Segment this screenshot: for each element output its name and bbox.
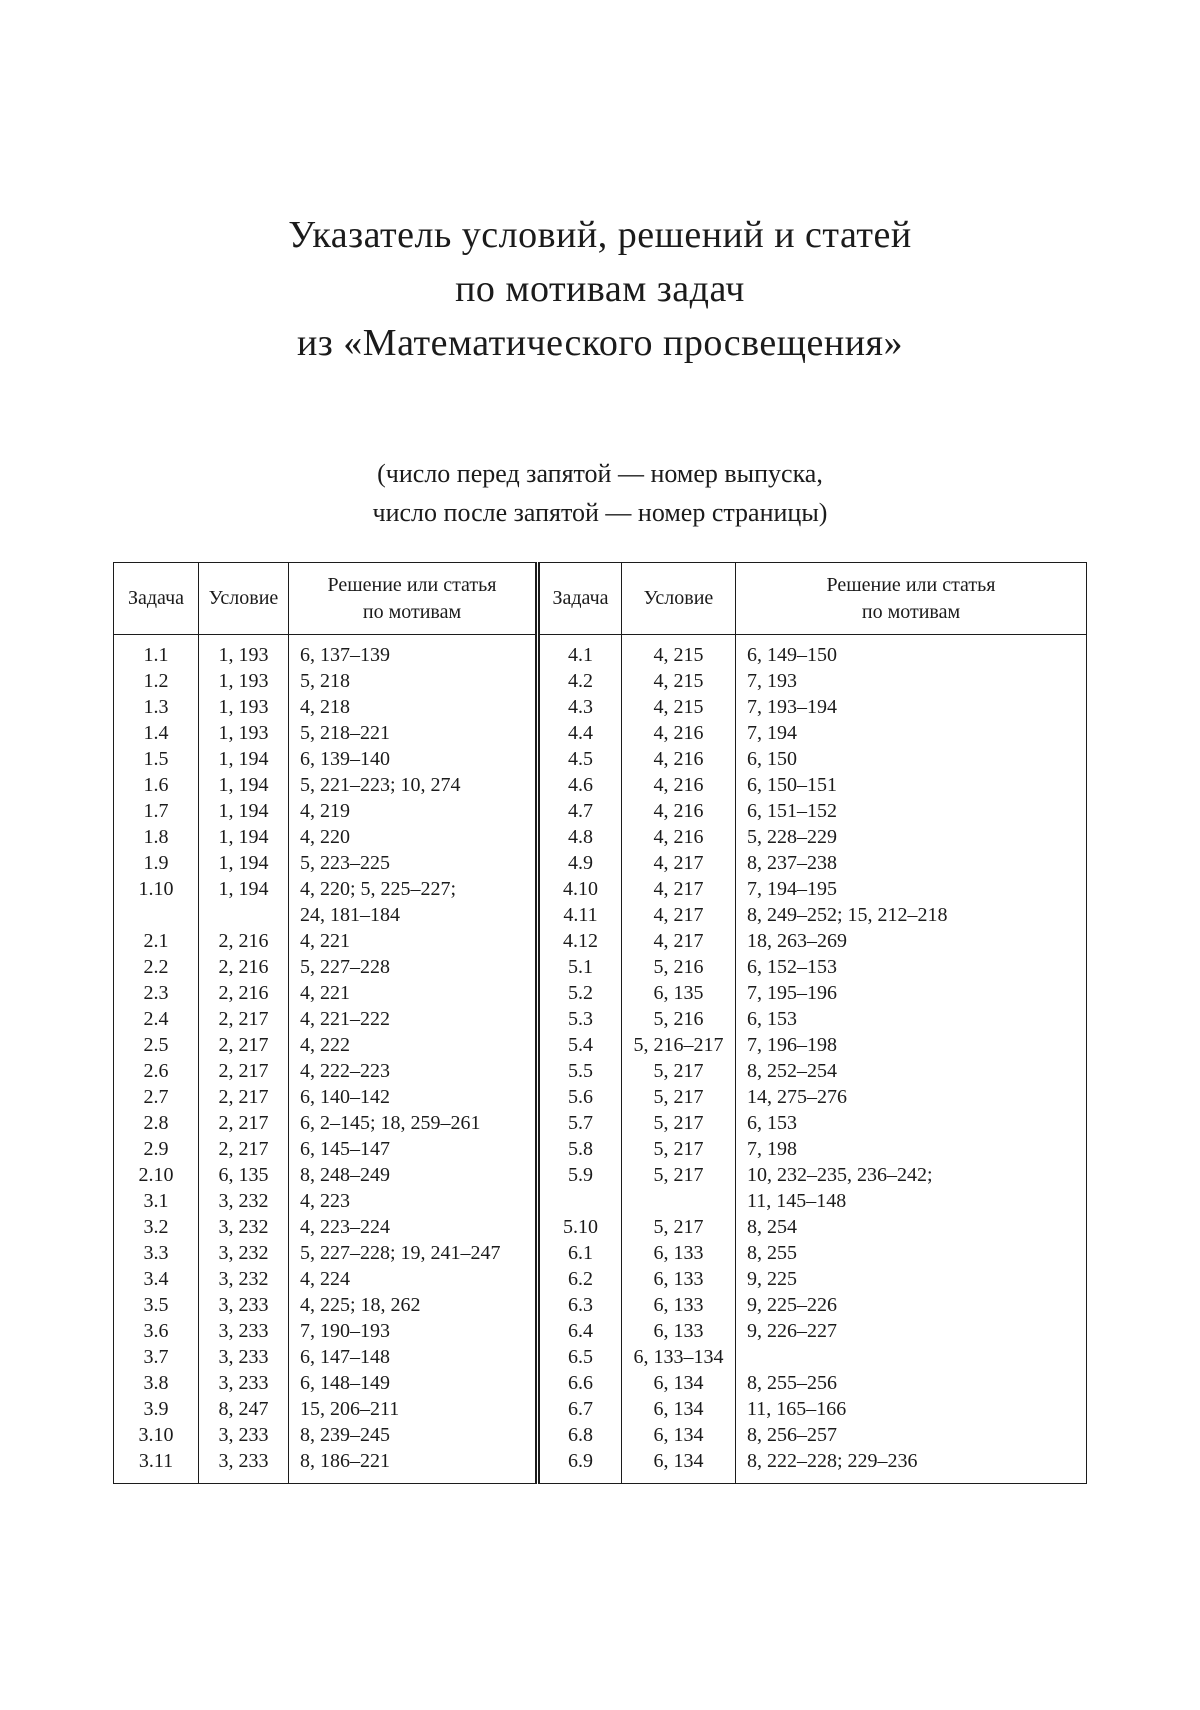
- solution-cell: [736, 1344, 1087, 1370]
- condition-cell: 6, 133: [622, 1266, 736, 1292]
- index-table: [113, 562, 1087, 1484]
- condition-cell: 4, 215: [622, 635, 736, 669]
- condition-cell: 3, 233: [199, 1292, 289, 1318]
- task-cell: 2.6: [143, 1060, 169, 1082]
- task-cell: 1.6: [143, 774, 169, 796]
- table-row: [114, 1058, 1087, 1084]
- task-cell: 5.7: [538, 1110, 622, 1136]
- condition-cell: 1, 194: [199, 772, 289, 798]
- solution-cell: 7, 195–196: [736, 980, 1087, 1006]
- condition-cell: 2, 217: [199, 1084, 289, 1110]
- solution-cell: 11, 165–166: [736, 1396, 1087, 1422]
- solution-cell: 4, 225; 18, 262: [289, 1292, 538, 1318]
- condition-cell: 6, 134: [622, 1370, 736, 1396]
- table-row: [114, 1110, 1087, 1136]
- condition-cell: 5, 216–217: [622, 1032, 736, 1058]
- task-cell: 2.1: [143, 930, 169, 952]
- solution-cell: 6, 153: [736, 1006, 1087, 1032]
- condition-cell: 6, 133: [622, 1318, 736, 1344]
- task-cell: [538, 1188, 622, 1214]
- solution-cell: 4, 220: [289, 824, 538, 850]
- condition-cell: 2, 217: [199, 1058, 289, 1084]
- condition-cell: 5, 217: [622, 1136, 736, 1162]
- task-cell: 1.1: [143, 644, 169, 666]
- table-row: [114, 876, 1087, 902]
- condition-cell: 4, 216: [622, 720, 736, 746]
- solution-cell: 7, 198: [736, 1136, 1087, 1162]
- task-cell: 6.4: [538, 1318, 622, 1344]
- solution-cell: 4, 221: [289, 928, 538, 954]
- solution-cell: 6, 151–152: [736, 798, 1087, 824]
- task-cell: 2.5: [143, 1034, 169, 1056]
- condition-cell: 1, 194: [199, 798, 289, 824]
- solution-cell: 10, 232–235, 236–242;: [736, 1162, 1087, 1188]
- table-row: [114, 635, 1087, 669]
- table-row: [114, 1448, 1087, 1484]
- condition-cell: 1, 193: [199, 635, 289, 669]
- condition-cell: 1, 194: [199, 746, 289, 772]
- solution-cell: 7, 194–195: [736, 876, 1087, 902]
- task-cell: 5.8: [538, 1136, 622, 1162]
- solution-cell: 5, 228–229: [736, 824, 1087, 850]
- table-header-row: [114, 563, 1087, 635]
- table-row: [114, 824, 1087, 850]
- header-solution-line1: Решение или статья: [826, 573, 996, 596]
- condition-cell: 3, 233: [199, 1422, 289, 1448]
- subtitle-line: число после запятой — номер страницы): [372, 498, 828, 527]
- task-cell: 4.9: [538, 850, 622, 876]
- condition-cell: 6, 134: [622, 1396, 736, 1422]
- solution-cell: 5, 227–228: [289, 954, 538, 980]
- condition-cell: 3, 232: [199, 1240, 289, 1266]
- header-solution-left: [289, 563, 538, 635]
- condition-cell: [199, 902, 289, 928]
- subtitle-line: (число перед запятой — номер выпуска,: [377, 459, 823, 488]
- table-row: [114, 1162, 1087, 1188]
- condition-cell: 6, 133–134: [622, 1344, 736, 1370]
- condition-cell: 3, 232: [199, 1214, 289, 1240]
- task-cell: 1.10: [138, 878, 174, 900]
- task-cell: 3.8: [143, 1372, 169, 1394]
- condition-cell: 6, 135: [622, 980, 736, 1006]
- task-cell: 5.5: [538, 1058, 622, 1084]
- table-row: [114, 1032, 1087, 1058]
- table-row: [114, 746, 1087, 772]
- task-cell: 5.1: [538, 954, 622, 980]
- table-row: [114, 1266, 1087, 1292]
- solution-cell: 6, 147–148: [289, 1344, 538, 1370]
- table-row: [114, 1188, 1087, 1214]
- solution-cell: 6, 150: [736, 746, 1087, 772]
- condition-cell: 5, 216: [622, 1006, 736, 1032]
- solution-cell: 8, 186–221: [289, 1448, 538, 1484]
- condition-cell: 1, 194: [199, 824, 289, 850]
- task-cell: 3.11: [138, 1450, 174, 1472]
- solution-cell: 6, 2–145; 18, 259–261: [289, 1110, 538, 1136]
- task-cell: 3.1: [143, 1190, 169, 1212]
- condition-cell: 4, 217: [622, 902, 736, 928]
- task-cell: 1.5: [143, 748, 169, 770]
- condition-cell: 1, 194: [199, 850, 289, 876]
- table-row: [114, 1214, 1087, 1240]
- solution-cell: 9, 225–226: [736, 1292, 1087, 1318]
- condition-cell: 4, 216: [622, 824, 736, 850]
- task-cell: 2.4: [143, 1008, 169, 1030]
- condition-cell: 4, 215: [622, 694, 736, 720]
- solution-cell: 8, 248–249: [289, 1162, 538, 1188]
- solution-cell: 7, 196–198: [736, 1032, 1087, 1058]
- index-table-body: [114, 635, 1087, 1484]
- table-row: [114, 902, 1087, 928]
- solution-cell: 4, 221: [289, 980, 538, 1006]
- solution-cell: 8, 255: [736, 1240, 1087, 1266]
- solution-cell: 6, 153: [736, 1110, 1087, 1136]
- task-cell: 1.7: [143, 800, 169, 822]
- solution-cell: 4, 218: [289, 694, 538, 720]
- condition-cell: 2, 216: [199, 954, 289, 980]
- table-row: [114, 1240, 1087, 1266]
- page-title-line: по мотивам задач: [455, 268, 745, 310]
- page-title-line: Указатель условий, решений и статей: [288, 214, 912, 256]
- task-cell: 6.7: [538, 1396, 622, 1422]
- task-cell: 4.8: [538, 824, 622, 850]
- task-cell: 4.7: [538, 798, 622, 824]
- task-cell: 2.8: [143, 1112, 169, 1134]
- task-cell: [114, 902, 199, 928]
- task-cell: 4.3: [538, 694, 622, 720]
- solution-cell: 4, 219: [289, 798, 538, 824]
- task-cell: 4.4: [538, 720, 622, 746]
- header-solution-line2: по мотивам: [861, 600, 961, 623]
- solution-cell: 6, 152–153: [736, 954, 1087, 980]
- task-cell: 1.9: [143, 852, 169, 874]
- solution-cell: 5, 223–225: [289, 850, 538, 876]
- solution-cell: 15, 206–211: [289, 1396, 538, 1422]
- task-cell: 5.10: [538, 1214, 622, 1240]
- solution-cell: 6, 150–151: [736, 772, 1087, 798]
- condition-cell: 5, 217: [622, 1058, 736, 1084]
- table-row: [114, 1084, 1087, 1110]
- condition-cell: 2, 216: [199, 928, 289, 954]
- task-cell: 3.7: [143, 1346, 169, 1368]
- solution-cell: 6, 149–150: [736, 635, 1087, 669]
- table-row: [114, 798, 1087, 824]
- solution-cell: 4, 224: [289, 1266, 538, 1292]
- table-row: [114, 1344, 1087, 1370]
- condition-cell: 8, 247: [199, 1396, 289, 1422]
- condition-cell: 4, 216: [622, 798, 736, 824]
- table-row: [114, 694, 1087, 720]
- solution-cell: 4, 223: [289, 1188, 538, 1214]
- solution-cell: 9, 225: [736, 1266, 1087, 1292]
- task-cell: 1.8: [143, 826, 169, 848]
- condition-cell: 2, 217: [199, 1032, 289, 1058]
- task-cell: 6.5: [538, 1344, 622, 1370]
- task-cell: 5.2: [538, 980, 622, 1006]
- task-cell: 3.6: [143, 1320, 169, 1342]
- solution-cell: 7, 193–194: [736, 694, 1087, 720]
- solution-cell: 8, 239–245: [289, 1422, 538, 1448]
- solution-cell: 7, 190–193: [289, 1318, 538, 1344]
- solution-cell: 8, 256–257: [736, 1422, 1087, 1448]
- solution-cell: 6, 145–147: [289, 1136, 538, 1162]
- condition-cell: 5, 217: [622, 1110, 736, 1136]
- solution-cell: 8, 255–256: [736, 1370, 1087, 1396]
- table-row: [114, 720, 1087, 746]
- condition-cell: 6, 135: [199, 1162, 289, 1188]
- condition-cell: 1, 193: [199, 694, 289, 720]
- table-row: [114, 772, 1087, 798]
- condition-cell: 4, 217: [622, 928, 736, 954]
- solution-cell: 7, 194: [736, 720, 1087, 746]
- task-cell: 1.2: [143, 670, 169, 692]
- solution-cell: 6, 148–149: [289, 1370, 538, 1396]
- task-cell: 6.8: [538, 1422, 622, 1448]
- header-task-left: Задача: [114, 563, 199, 635]
- solution-cell: 8, 254: [736, 1214, 1087, 1240]
- task-cell: 2.3: [143, 982, 169, 1004]
- condition-cell: 3, 233: [199, 1344, 289, 1370]
- condition-cell: 4, 217: [622, 876, 736, 902]
- solution-cell: 8, 252–254: [736, 1058, 1087, 1084]
- solution-cell: 8, 222–228; 229–236: [736, 1448, 1087, 1484]
- task-cell: 3.10: [138, 1424, 174, 1446]
- solution-cell: 8, 249–252; 15, 212–218: [736, 902, 1087, 928]
- table-row: [114, 1422, 1087, 1448]
- condition-cell: 1, 193: [199, 668, 289, 694]
- task-cell: 6.3: [538, 1292, 622, 1318]
- condition-cell: 2, 217: [199, 1110, 289, 1136]
- header-solution-line1: Решение или статья: [327, 573, 497, 596]
- condition-cell: 5, 216: [622, 954, 736, 980]
- task-cell: 6.9: [538, 1448, 622, 1484]
- task-cell: 3.4: [143, 1268, 169, 1290]
- solution-cell: 4, 222–223: [289, 1058, 538, 1084]
- task-cell: 5.4: [538, 1032, 622, 1058]
- task-cell: 4.2: [538, 668, 622, 694]
- condition-cell: 4, 216: [622, 746, 736, 772]
- task-cell: 3.3: [143, 1242, 169, 1264]
- condition-cell: 4, 217: [622, 850, 736, 876]
- solution-cell: 8, 237–238: [736, 850, 1087, 876]
- solution-cell: 18, 263–269: [736, 928, 1087, 954]
- solution-cell: 5, 218: [289, 668, 538, 694]
- task-cell: 1.3: [143, 696, 169, 718]
- task-cell: 6.1: [538, 1240, 622, 1266]
- task-cell: 2.9: [143, 1138, 169, 1160]
- task-cell: 5.6: [538, 1084, 622, 1110]
- table-row: [114, 668, 1087, 694]
- task-cell: 2.2: [143, 956, 169, 978]
- condition-cell: 5, 217: [622, 1162, 736, 1188]
- task-cell: 6.2: [538, 1266, 622, 1292]
- solution-cell: 14, 275–276: [736, 1084, 1087, 1110]
- table-row: [114, 1006, 1087, 1032]
- table-row: [114, 980, 1087, 1006]
- solution-cell: 4, 222: [289, 1032, 538, 1058]
- solution-cell: 9, 226–227: [736, 1318, 1087, 1344]
- solution-cell: 5, 221–223; 10, 274: [289, 772, 538, 798]
- task-cell: 1.4: [143, 722, 169, 744]
- task-cell: 4.12: [538, 928, 622, 954]
- condition-cell: 4, 215: [622, 668, 736, 694]
- header-condition-right: Условие: [622, 563, 736, 635]
- task-cell: 4.1: [538, 635, 622, 669]
- condition-cell: 3, 233: [199, 1448, 289, 1484]
- subtitle-note: [0, 454, 1200, 532]
- condition-cell: 3, 233: [199, 1370, 289, 1396]
- solution-cell: 6, 139–140: [289, 746, 538, 772]
- page-title-line: из «Математического просвещения»: [296, 322, 904, 364]
- condition-cell: 6, 134: [622, 1422, 736, 1448]
- condition-cell: [622, 1188, 736, 1214]
- header-solution-right: [736, 563, 1087, 635]
- condition-cell: 1, 193: [199, 720, 289, 746]
- solution-cell: 7, 193: [736, 668, 1087, 694]
- condition-cell: 1, 194: [199, 876, 289, 902]
- task-cell: 2.7: [143, 1086, 169, 1108]
- condition-cell: 5, 217: [622, 1084, 736, 1110]
- solution-cell: 6, 137–139: [289, 635, 538, 669]
- condition-cell: 2, 217: [199, 1006, 289, 1032]
- table-row: [114, 850, 1087, 876]
- condition-cell: 3, 233: [199, 1318, 289, 1344]
- table-row: [114, 928, 1087, 954]
- condition-cell: 6, 134: [622, 1448, 736, 1484]
- solution-cell: 6, 140–142: [289, 1084, 538, 1110]
- solution-cell: 24, 181–184: [289, 902, 538, 928]
- condition-cell: 3, 232: [199, 1266, 289, 1292]
- task-cell: 3.5: [143, 1294, 169, 1316]
- table-row: [114, 1318, 1087, 1344]
- table-row: [114, 1136, 1087, 1162]
- page-title: [0, 208, 1200, 370]
- condition-cell: 6, 133: [622, 1292, 736, 1318]
- task-cell: 3.2: [143, 1216, 169, 1238]
- condition-cell: 4, 216: [622, 772, 736, 798]
- table-row: [114, 1370, 1087, 1396]
- condition-cell: 5, 217: [622, 1214, 736, 1240]
- condition-cell: 2, 216: [199, 980, 289, 1006]
- solution-cell: 11, 145–148: [736, 1188, 1087, 1214]
- task-cell: 4.10: [538, 876, 622, 902]
- task-cell: 5.9: [538, 1162, 622, 1188]
- task-cell: 5.3: [538, 1006, 622, 1032]
- header-task-right: Задача: [538, 563, 622, 635]
- header-condition-left: Условие: [199, 563, 289, 635]
- table-row: [114, 1292, 1087, 1318]
- task-cell: 4.6: [538, 772, 622, 798]
- solution-cell: 5, 218–221: [289, 720, 538, 746]
- task-cell: 4.5: [538, 746, 622, 772]
- solution-cell: 4, 220; 5, 225–227;: [289, 876, 538, 902]
- condition-cell: 6, 133: [622, 1240, 736, 1266]
- table-row: [114, 1396, 1087, 1422]
- condition-cell: 2, 217: [199, 1136, 289, 1162]
- task-cell: 6.6: [538, 1370, 622, 1396]
- task-cell: 4.11: [538, 902, 622, 928]
- table-row: [114, 954, 1087, 980]
- solution-cell: 4, 221–222: [289, 1006, 538, 1032]
- task-cell: 3.9: [143, 1398, 169, 1420]
- condition-cell: 3, 232: [199, 1188, 289, 1214]
- header-solution-line2: по мотивам: [362, 600, 462, 623]
- solution-cell: 4, 223–224: [289, 1214, 538, 1240]
- task-cell: 2.10: [138, 1164, 174, 1186]
- solution-cell: 5, 227–228; 19, 241–247: [289, 1240, 538, 1266]
